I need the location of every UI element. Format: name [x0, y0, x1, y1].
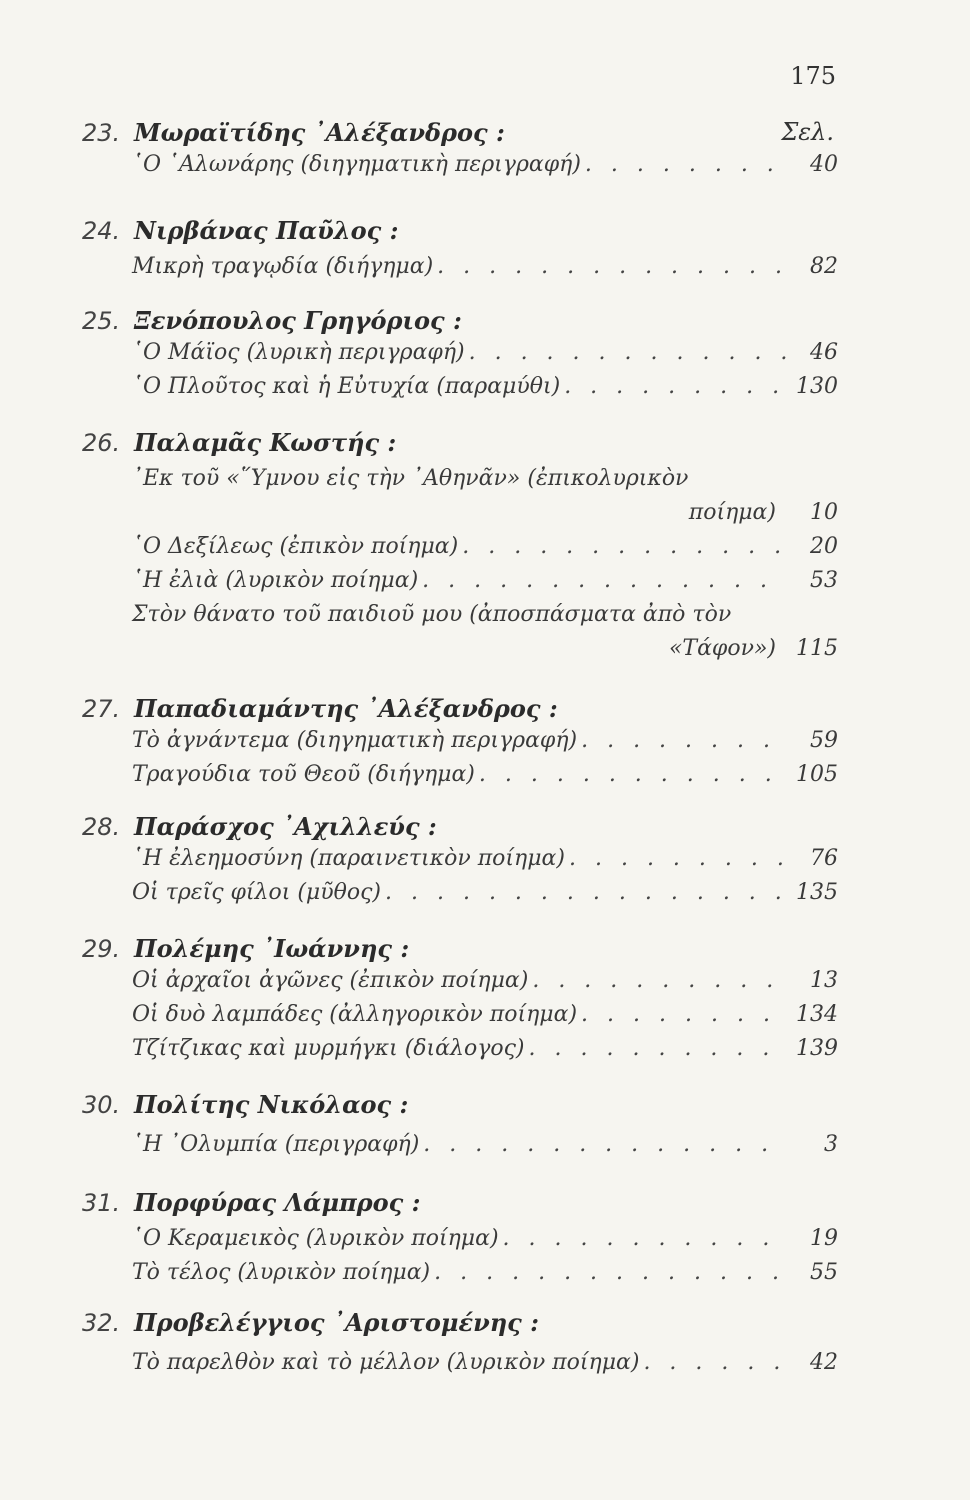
leader-dots — [462, 534, 786, 559]
section-header — [82, 812, 842, 846]
section-header — [82, 1308, 842, 1342]
section-header — [82, 1188, 842, 1222]
leader-dots — [585, 152, 786, 177]
leader-dots — [532, 968, 786, 993]
entry-page: 13 — [810, 968, 838, 993]
toc-entry — [132, 968, 838, 1002]
toc-section — [82, 694, 842, 796]
section-number: 28. — [82, 813, 121, 841]
author-name: Μωραϊτίδης ᾿Αλέξανδρος : — [134, 118, 505, 147]
leader-dots — [434, 1260, 786, 1285]
author-name: Παπαδιαμάντης ᾿Αλέξανδρος : — [134, 694, 558, 723]
author-name: Πολίτης Νικόλαος : — [134, 1090, 409, 1119]
section-number: 31. — [82, 1189, 121, 1217]
leader-dots — [581, 728, 786, 753]
entry-title-continuation: «Τάφον») — [668, 636, 776, 661]
leader-dots — [503, 1226, 786, 1251]
toc-section — [82, 118, 842, 186]
leader-dots — [581, 1002, 786, 1027]
author-name: Παλαμᾶς Κωστής : — [134, 428, 397, 457]
section-number: 29. — [82, 935, 121, 963]
entry-title: Οἱ ἀρχαῖοι ἀγῶνες (ἐπικὸν ποίημα) — [132, 968, 529, 993]
leader-dots — [422, 568, 786, 593]
entry-title: ῾Ο Δεξίλεως (ἐπικὸν ποίημα) — [132, 534, 459, 559]
author-name: Νιρβάνας Παῦλος : — [134, 216, 399, 245]
entry-title: ῾Ο Κεραμεικὸς (λυρικὸν ποίημα) — [132, 1226, 499, 1251]
entry-page: 10 — [810, 500, 838, 525]
section-number: 25. — [82, 307, 121, 335]
entry-page: 115 — [796, 636, 838, 661]
toc-entry — [132, 1260, 838, 1294]
section-number: 32. — [82, 1309, 121, 1337]
entry-page: 20 — [810, 534, 838, 559]
author-name: Πορφύρας Λάμπρος : — [134, 1188, 421, 1217]
entry-title: Μικρὴ τραγῳδία (διήγημα) — [132, 254, 434, 279]
toc-entry — [132, 568, 838, 602]
toc-section — [82, 428, 842, 670]
entry-page: 59 — [810, 728, 838, 753]
leader-dots — [529, 1036, 786, 1061]
toc-entry — [132, 152, 838, 186]
toc-entry — [132, 254, 838, 288]
leader-dots — [423, 1132, 786, 1157]
entry-title: Οἱ δυὸ λαμπάδες (ἀλληγορικὸν ποίημα) — [132, 1002, 578, 1027]
section-number: 26. — [82, 429, 121, 457]
toc-entry — [132, 762, 838, 796]
entry-page: 42 — [810, 1350, 838, 1375]
leader-dots — [479, 762, 786, 787]
author-name: Προβελέγγιος ᾿Αριστομένης : — [134, 1308, 539, 1337]
toc-entry — [132, 534, 838, 568]
author-name: Ξενόπουλος Γρηγόριος : — [134, 306, 462, 335]
entry-page: 135 — [796, 880, 838, 905]
entry-title: ῾Ο Μάϊος (λυρικὴ περιγραφή) — [132, 340, 465, 365]
toc-entry — [132, 1132, 838, 1166]
toc-section — [82, 216, 842, 288]
entry-page: 82 — [810, 254, 838, 279]
leader-dots — [564, 374, 786, 399]
entry-title: Οἱ τρεῖς φίλοι (μῦθος) — [132, 880, 381, 905]
leader-dots — [469, 340, 786, 365]
entry-title: ῾Η ἐλιὰ (λυρικὸν ποίημα) — [132, 568, 419, 593]
entry-title: Τζίτζικας καὶ μυρμήγκι (διάλογος) — [132, 1036, 525, 1061]
section-header — [82, 118, 842, 152]
entry-page: 46 — [810, 340, 838, 365]
section-header — [82, 216, 842, 250]
section-number: 24. — [82, 217, 121, 245]
entry-title: Τραγούδια τοῦ Θεοῦ (διήγημα) — [132, 762, 475, 787]
author-name: Παράσχος ᾿Αχιλλεύς : — [134, 812, 437, 841]
toc-entry — [132, 340, 838, 374]
toc-section — [82, 1308, 842, 1384]
toc-section — [82, 812, 842, 914]
toc-entry — [132, 1350, 838, 1384]
leader-dots — [569, 846, 786, 871]
section-number: 27. — [82, 695, 121, 723]
entry-title: Τὸ παρελθὸν καὶ τὸ μέλλον (λυρικὸν ποίημα) — [132, 1350, 640, 1375]
toc-entry — [132, 846, 838, 880]
section-header — [82, 934, 842, 968]
toc-entry — [132, 1226, 838, 1260]
entry-page: 139 — [796, 1036, 838, 1061]
entry-page: 55 — [810, 1260, 838, 1285]
entry-title: ῾Ο Πλοῦτος καὶ ἡ Εὐτυχία (παραμύθι) — [132, 374, 561, 399]
toc-entry — [132, 1002, 838, 1036]
toc-entry-continuation — [132, 636, 838, 670]
section-number: 30. — [82, 1091, 121, 1119]
author-name: Πολέμης ᾿Ιωάννης : — [134, 934, 410, 963]
entry-title: Τὸ τέλος (λυρικὸν ποίημα) — [132, 1260, 431, 1285]
entry-title: Τὸ ἀγνάντεμα (διηγηματικὴ περιγραφή) — [132, 728, 578, 753]
toc-section — [82, 1188, 842, 1294]
page-number: 175 — [790, 62, 836, 90]
entry-page: 40 — [810, 152, 838, 177]
page-column-label: Σελ. — [781, 118, 834, 146]
entry-page: 105 — [796, 762, 838, 787]
leader-dots — [385, 880, 786, 905]
entry-page: 3 — [824, 1132, 838, 1157]
toc-entry-continuation — [132, 500, 838, 534]
toc-section — [82, 934, 842, 1070]
entry-title: Στὸν θάνατο τοῦ παιδιοῦ μου (ἀποσπάσματα ἀπὸ τὸν — [132, 602, 732, 627]
toc-section — [82, 306, 842, 408]
leader-dots — [643, 1350, 786, 1375]
section-number: 23. — [82, 119, 121, 147]
section-header — [82, 694, 842, 728]
toc-entry — [132, 880, 838, 914]
toc-entry — [132, 728, 838, 762]
toc-entry — [132, 374, 838, 408]
entry-title-continuation: ποίημα) — [688, 500, 776, 525]
entry-page: 19 — [810, 1226, 838, 1251]
entry-page: 134 — [796, 1002, 838, 1027]
entry-title: ῾Η ᾿Ολυμπία (περιγραφή) — [132, 1132, 420, 1157]
entry-page: 53 — [810, 568, 838, 593]
entry-page: 76 — [810, 846, 838, 871]
toc-entry — [132, 1036, 838, 1070]
section-header — [82, 306, 842, 340]
section-header — [82, 428, 842, 462]
leader-dots — [437, 254, 786, 279]
toc-section — [82, 1090, 842, 1166]
entry-title: ῾Η ἐλεημοσύνη (παραινετικὸν ποίημα) — [132, 846, 565, 871]
entry-title: ᾿Εκ τοῦ «῞Υμνου εἰς τὴν ᾿Αθηνᾶν» (ἐπικολυρικὸν — [132, 466, 689, 491]
entry-title: ῾Ο ῾Αλωνάρης (διηγηματικὴ περιγραφή) — [132, 152, 581, 177]
section-header — [82, 1090, 842, 1124]
entry-page: 130 — [796, 374, 838, 399]
